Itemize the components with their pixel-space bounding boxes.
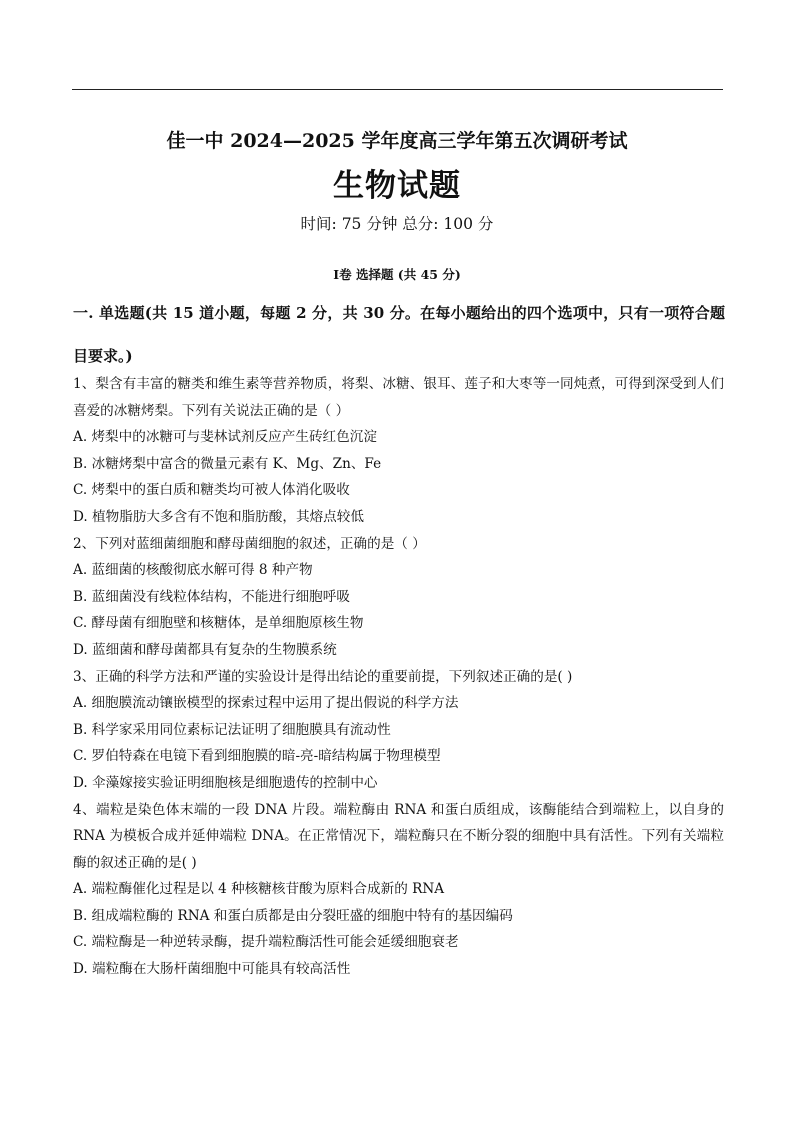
section-instructions: 一. 单选题(共 15 道小题，每题 2 分，共 30 分。在每小题给出的四个选项中，只有一项符合题目要求。)	[73, 304, 725, 365]
option-a: A. 烤梨中的冰糖可与斐林试剂反应产生砖红色沉淀	[73, 429, 377, 446]
question-1	[73, 371, 724, 531]
question-stem: 2、下列对蓝细菌细胞和酵母菌细胞的叙述，正确的是（ ）	[73, 535, 426, 552]
option-d: D. 端粒酶在大肠杆菌细胞中可能具有较高活性	[73, 961, 351, 978]
option-b: B. 蓝细菌没有线粒体结构，不能进行细胞呼吸	[73, 588, 350, 605]
school-exam-title: 佳一中 2024—2025 学年度高三学年第五次调研考试	[166, 130, 628, 152]
option-c: C. 烤梨中的蛋白质和糖类均可被人体消化吸收	[73, 482, 350, 499]
question-stem: 1、梨含有丰富的糖类和维生素等营养物质，将梨、冰糖、银耳、莲子和大枣等一同炖煮，可得到深受到人们喜爱的冰糖烤梨。下列有关说法正确的是（ ）	[73, 376, 724, 419]
option-b: B. 组成端粒酶的 RNA 和蛋白质都是由分裂旺盛的细胞中特有的基因编码	[73, 907, 513, 924]
option-d: D. 植物脂肪大多含有不饱和脂肪酸，其熔点较低	[73, 508, 364, 525]
option-b: B. 冰糖烤梨中富含的微量元素有 K、Mg、Zn、Fe	[73, 455, 382, 472]
option-c: C. 端粒酶是一种逆转录酶，提升端粒酶活性可能会延缓细胞衰老	[73, 934, 459, 951]
option-d: D. 伞藻嫁接实验证明细胞核是细胞遗传的控制中心	[73, 774, 378, 791]
question-2	[73, 531, 724, 664]
option-a: A. 细胞膜流动镶嵌模型的探索过程中运用了提出假说的科学方法	[73, 695, 459, 712]
option-c: C. 酵母菌有细胞壁和核糖体，是单细胞原核生物	[73, 615, 364, 632]
question-4	[73, 797, 724, 983]
header-rule	[72, 89, 723, 90]
subject-title: 生物试题	[333, 168, 461, 204]
question-stem: 3、正确的科学方法和严谨的实验设计是得出结论的重要前提，下列叙述正确的是( )	[73, 668, 573, 685]
option-a: A. 端粒酶催化过程是以 4 种核糖核苷酸为原料合成新的 RNA	[73, 881, 445, 898]
volume-heading: Ⅰ卷 选择题 (共 45 分)	[333, 267, 461, 282]
option-a: A. 蓝细菌的核酸彻底水解可得 8 种产物	[73, 562, 313, 579]
question-3	[73, 664, 724, 797]
option-c: C. 罗伯特森在电镜下看到细胞膜的暗-亮-暗结构属于物理模型	[73, 748, 441, 765]
option-d: D. 蓝细菌和酵母菌都具有复杂的生物膜系统	[73, 641, 337, 658]
question-list	[73, 371, 724, 983]
exam-time-and-score: 时间: 75 分钟 总分: 100 分	[300, 215, 494, 233]
option-b: B. 科学家采用同位素标记法证明了细胞膜具有流动性	[73, 721, 391, 738]
question-stem: 4、端粒是染色体末端的一段 DNA 片段。端粒酶由 RNA 和蛋白质组成，该酶能结合到端粒上，以自身的 RNA 为模板合成并延伸端粒 DNA。在正常情况下，端粒酶只在不断分裂的细胞中具有活性。下列有关端粒酶的叙述正确的是( )	[73, 801, 724, 871]
